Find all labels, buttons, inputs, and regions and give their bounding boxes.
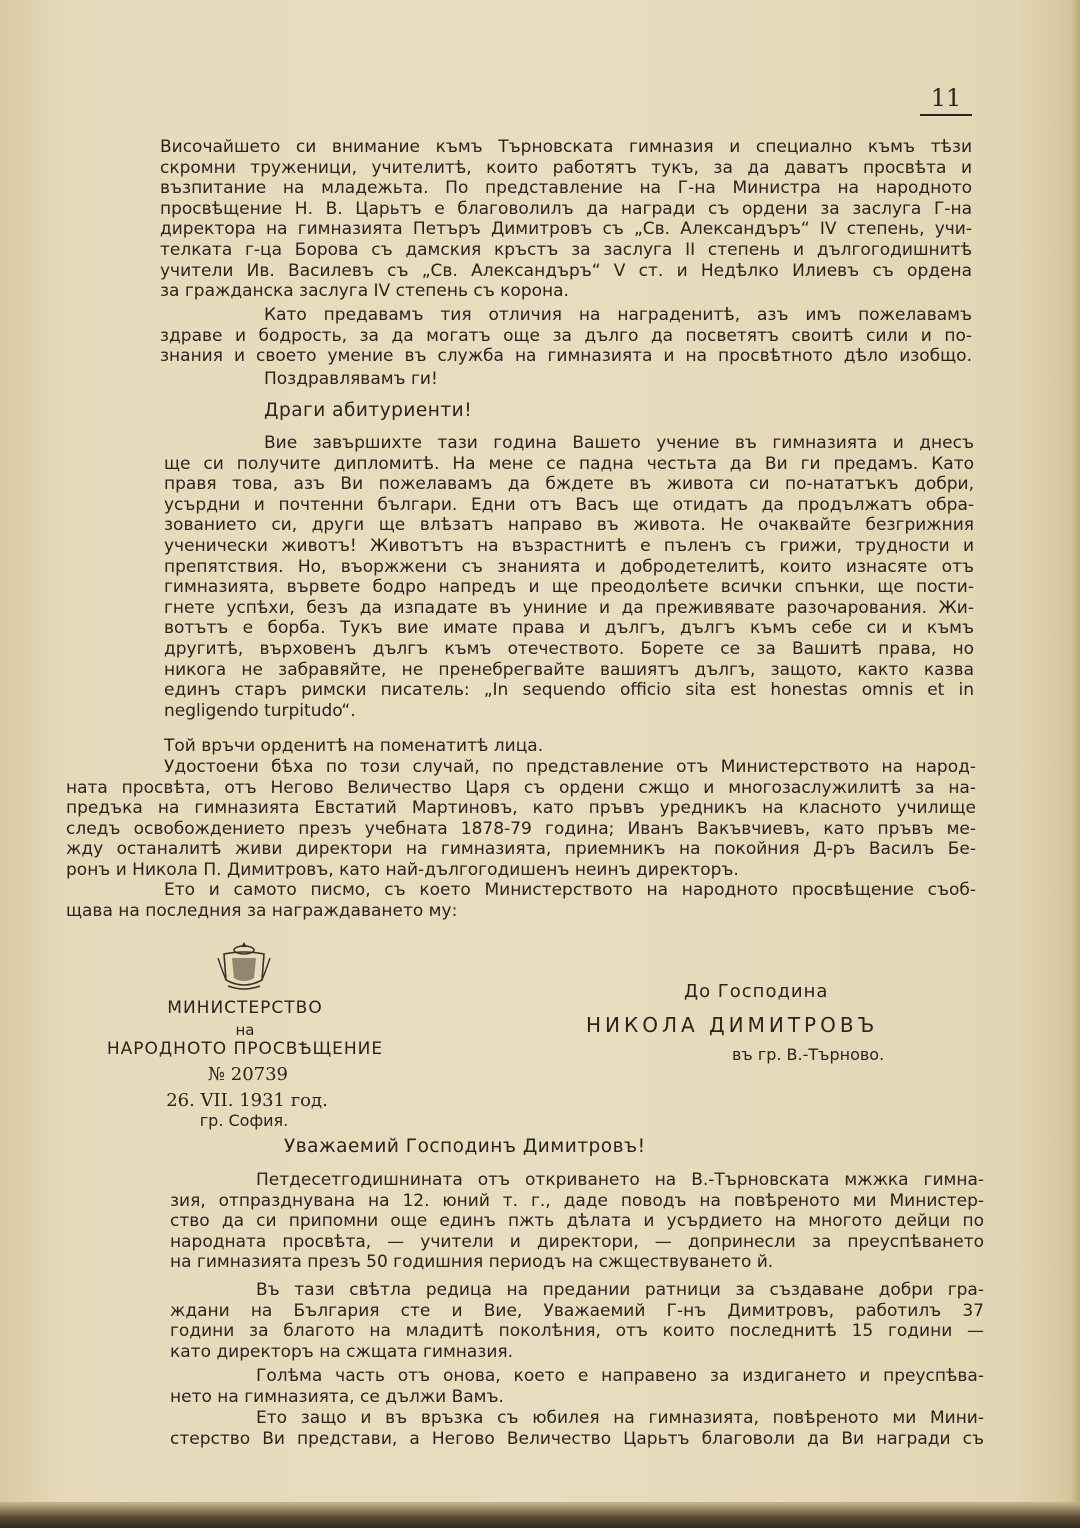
text-line: стерство Ви представи, а Негово Величество Царьтъ благоволи да Ви награди съ xyxy=(170,1428,984,1449)
text-line: ната просвѣта, отъ Негово Величество Царя съ ордени сжщо и многозаслужилитѣ за на- xyxy=(66,777,976,798)
letterhead-city: гр. София. xyxy=(199,1111,289,1130)
text-line: Въ тази свѣтла редица на предании ратници за създаване добри гра- xyxy=(256,1280,984,1300)
text-line: предъка на гимназията Евстатий Мартиновъ, като пръвъ уредникъ на класното училище xyxy=(66,798,976,819)
text-line: Вие завършихте тази година Вашето учение въ гимназията и днесъ xyxy=(264,433,974,453)
text-line: Той връчи орденитѣ на поменатитѣ лица. xyxy=(164,736,544,756)
letter-paragraph-4 xyxy=(170,1408,984,1449)
addressee-city: въ гр. В.-Търново. xyxy=(732,1045,885,1064)
text-line: учители Ив. Василевъ съ „Св. Александъръ“ V ст. и Недѣлко Илиевъ съ ордена xyxy=(160,260,972,281)
text-line: ученически животъ! Животътъ на възрастнитѣ е пъленъ съ грижи, трудности и xyxy=(164,535,974,556)
text-line: години за благото на младитѣ поколѣния, отъ които последнитѣ 15 години — xyxy=(170,1321,984,1342)
text-line: препятствия. Но, въоржжени съ знанията и добродетелитѣ, които изнасяте отъ xyxy=(164,556,974,577)
text-line: гимназията, вървете бодро напредъ и ще преодолѣете всички спънки, ще пости- xyxy=(164,577,974,598)
text-line: зованието си, други ще влѣзатъ направо въ живота. Не очаквайте безгрижния xyxy=(164,515,974,536)
text-line: директора на гимназията Петъръ Димитровъ съ „Св. Александъръ“ IV степень, учи- xyxy=(160,219,972,240)
text-line: щава на последния за награждаването му: xyxy=(66,900,458,921)
text-line: жду останалитѣ живи директори на гимназията, приемникъ на покойния Д-ръ Василъ Бе- xyxy=(66,839,976,860)
page-edge xyxy=(1070,0,1080,1528)
text-line: просвѣщение Н. В. Царьтъ е благоволилъ да награди съ ордени за заслуга Г-на xyxy=(160,198,972,219)
letterhead-number: № 20739 xyxy=(207,1064,288,1085)
text-line: Като предавамъ тия отличия на награденитѣ, азъ имъ пожелавамъ xyxy=(264,305,972,325)
text-line: ждани на България сте и Вие, Уважаемий Г-нъ Димитровъ, работилъ 37 xyxy=(170,1300,984,1321)
paragraph-5 xyxy=(164,736,764,757)
text-line: единъ старъ римски писатель: „In sequendo officio sita est honestas omnis et in xyxy=(164,680,974,701)
text-line: правя това, азъ Ви пожелавамъ да бждете въ живота си по-нататъкъ добри, xyxy=(164,474,974,495)
paragraph-4 xyxy=(164,433,974,721)
text-line: за гражданска заслуга IV степень съ корона. xyxy=(160,281,569,302)
letterhead-preposition: на xyxy=(235,1021,255,1039)
text-line: следъ освобождението презъ учебната 1878-79 година; Иванъ Вакъвчиевъ, като пръвъ ме- xyxy=(66,818,976,839)
addressee-name: НИКОЛА ДИМИТРОВЪ xyxy=(586,1013,879,1037)
text-line: Голѣма часть отъ онова, което е направено за издигането и преуспѣва- xyxy=(256,1366,984,1386)
text-line: скромни труженици, учителитѣ, които работятъ тукъ, за да даватъ просвѣта и xyxy=(160,157,972,178)
paragraph-6 xyxy=(66,757,976,881)
scan-shadow xyxy=(0,1502,1080,1528)
heading-dear-graduates: Драги абитуриенти! xyxy=(264,400,473,421)
coat-of-arms-icon xyxy=(214,940,274,992)
letterhead-department: НАРОДНОТО ПРОСВѢЩЕНИЕ xyxy=(106,1039,384,1059)
text-line: другитѣ, върховенъ дългъ къмъ отечеството. Борете се за Вашитѣ права, но xyxy=(164,638,974,659)
text-line: никога не забравяйте, не пренебрегвайте вашиятъ дългъ, защото, както казва xyxy=(164,659,974,680)
text-line: Поздравлявамъ ги! xyxy=(264,369,438,389)
text-line: ронъ и Никола П. Димитровъ, като най-дългогодишенъ неинъ директоръ. xyxy=(66,859,739,880)
text-line: здраве и бодрость, за да могатъ още за дълго да посветятъ своитѣ сили и по- xyxy=(160,325,972,346)
text-line: ще си получите дипломитѣ. На мене се падна честьта да Ви ги предамъ. Като xyxy=(164,453,974,474)
text-line: Ето защо и въ връзка съ юбилея на гимназията, повѣреното ми Мини- xyxy=(256,1408,984,1428)
text-line: Петдесетгодишнината отъ откриването на В.-Търновската мжжка гимна- xyxy=(256,1170,984,1190)
text-line: Височайшето си внимание къмъ Търновската гимназия и специално къмъ тѣзи xyxy=(160,137,972,157)
text-line: народната просвѣта, — учители и директори, — допринесли за преуспѣването xyxy=(170,1231,984,1252)
paragraph-7 xyxy=(66,880,976,921)
text-line: възпитание на младежьта. По представление на Г-на Министра на народното xyxy=(160,178,972,199)
letterhead-ministry xyxy=(118,998,372,1018)
text-line: Ето и самото писмо, съ което Министерството на народното просвѣщение съоб- xyxy=(164,880,976,900)
letter-paragraph-3 xyxy=(170,1366,984,1407)
paragraph-2 xyxy=(160,305,972,367)
text-line: знания и своето умение въ служба на гимназията и на просвѣтното дѣло изобщо. xyxy=(160,346,972,367)
letter-paragraph-1 xyxy=(170,1170,984,1273)
letter-paragraph-2 xyxy=(170,1280,984,1362)
text-line: ство да си припомни още единъ пжть дѣлата и усърдието на многото дейци по xyxy=(170,1211,984,1232)
text-line: като директоръ на сжщата гимназия. xyxy=(170,1341,514,1362)
text-line: гнете успѣхи, безъ да изпадате въ униние и да преживявате разочарования. Жи- xyxy=(164,597,974,618)
paragraph-3 xyxy=(264,369,664,390)
text-line: усърдни и почтенни българи. Едни отъ Васъ ще отидатъ да продължатъ обра- xyxy=(164,494,974,515)
text-line: телката г-ца Борова съ дамския кръстъ за заслуга II степень и дългогодишнитѣ xyxy=(160,239,972,260)
text-line: на гимназията презъ 50 годишния периодъ на сжществуването й. xyxy=(170,1252,774,1273)
text-line: зия, отпразднувана на 12. юний т. г., даде поводъ на повѣреното ми Министер- xyxy=(170,1190,984,1211)
letterhead-date: 26. VII. 1931 год. xyxy=(166,1090,328,1111)
text-line: Удостоени бѣха по този случай, по представление отъ Министерството на народ- xyxy=(164,757,976,777)
page-number: 11 xyxy=(920,84,972,116)
letter-salutation: Уважаемий Господинъ Димитровъ! xyxy=(284,1136,646,1157)
paragraph-1 xyxy=(160,137,972,302)
text-line: вотътъ е борба. Тукъ вие имате права и дългъ, дългъ къмъ себе си и къмъ xyxy=(164,618,974,639)
letterhead-title: МИНИСТЕРСТВО xyxy=(167,998,323,1018)
text-line: нето на гимназията, се дължи Вамъ. xyxy=(170,1386,504,1407)
addressee-to: До Господина xyxy=(684,981,829,1002)
text-line: negligendo turpitudo“. xyxy=(164,700,356,721)
